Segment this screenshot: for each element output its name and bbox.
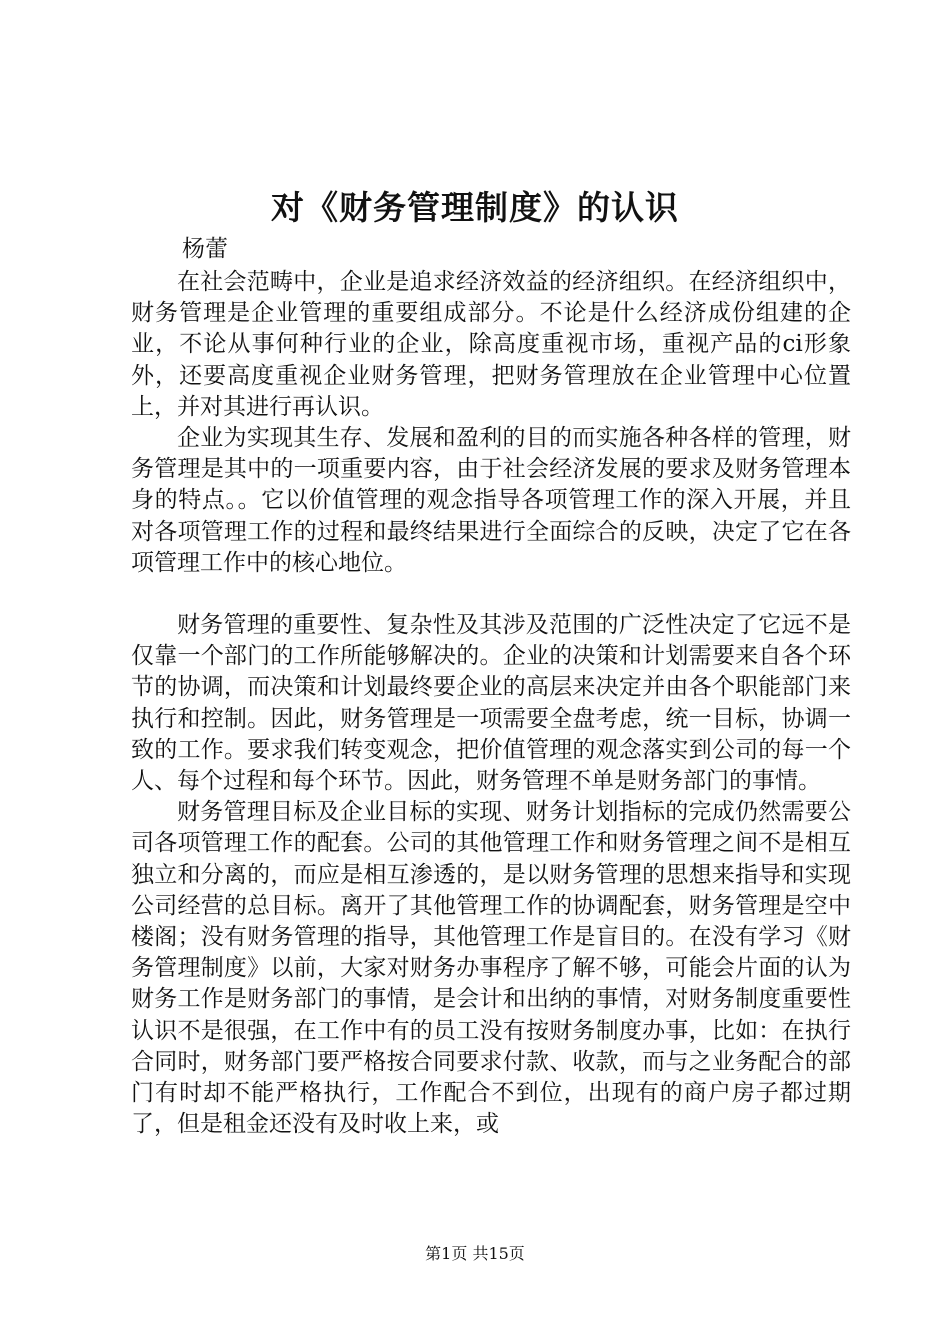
paragraph-2: 企业为实现其生存、发展和盈利的目的而实施各种各样的管理，财务管理是其中的一项重要内容，由于社会经济发展的要求及财务管理本身的特点。。它以价值管理的观念指导各项管理工作的深入开展，并且对各项管理工作的过程和最终结果进行全面综合的反映，决定了它在各项管理工作中的核心地位。 xyxy=(131,425,851,576)
document-title: 对《财务管理制度》的认识 xyxy=(271,188,679,227)
document-body xyxy=(131,267,851,1140)
paragraph-4: 财务管理目标及企业目标的实现、财务计划指标的完成仍然需要公司各项管理工作的配套。公司的其他管理工作和财务管理之间不是相互独立和分离的，而应是相互渗透的，是以财务管理的思想来指导和实现公司经营的总目标。离开了其他管理工作的协调配套，财务管理是空中楼阁；没有财务管理的指导，其他管理工作是盲目的。在没有学习《财务管理制度》以前，大家对财务办事程序了解不够，可能会片面的认为财务工作是财务部门的事情，是会计和出纳的事情，对财务制度重要性认识不是很强，在工作中有的员工没有按财务制度办事，比如：在执行合同时，财务部门要严格按合同要求付款、收款，而与之业务配合的部门有时却不能严格执行，工作配合不到位，出现有的商户房子都过期了，但是租金还没有及时收上来，或 xyxy=(131,799,851,1138)
paragraph-3: 财务管理的重要性、复杂性及其涉及范围的广泛性决定了它远不是仅靠一个部门的工作所能够解决的。企业的决策和计划需要来自各个环节的协调，而决策和计划最终要企业的高层来决定并由各个职能部门来执行和控制。因此，财务管理是一项需要全盘考虑，统一目标，协调一致的工作。要求我们转变观念，把价值管理的观念落实到公司的每一个人、每个过程和每个环节。因此，财务管理不单是财务部门的事情。 xyxy=(131,612,851,795)
author-name: 杨蕾 xyxy=(182,236,228,262)
paragraph-1: 在社会范畴中，企业是追求经济效益的经济组织。在经济组织中，财务管理是企业管理的重要组成部分。不论是什么经济成份组建的企业，不论从事何种行业的企业，除高度重视市场，重视产品的ci形象外，还要高度重视企业财务管理，把财务管理放在企业管理中心位置上，并对其进行再认识。 xyxy=(131,269,851,420)
page-footer: 第1页 共15页 xyxy=(425,1244,525,1263)
